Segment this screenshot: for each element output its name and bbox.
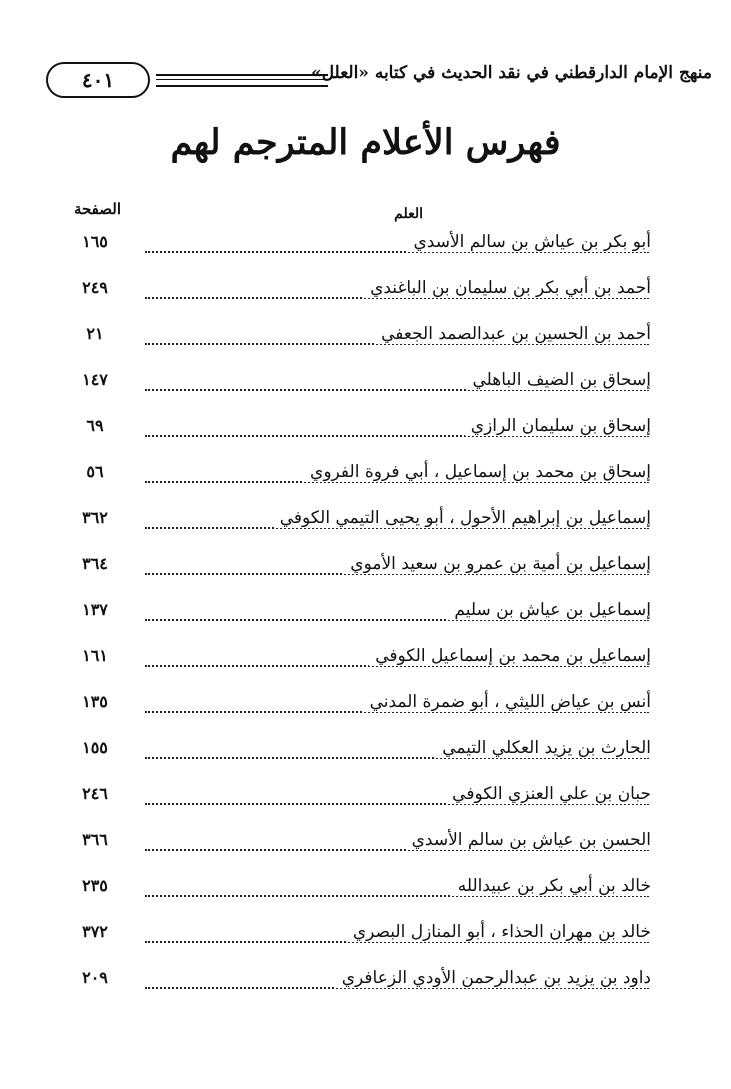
- entry-page: ٢٤٩: [82, 278, 108, 297]
- index-entry: [0, 782, 731, 822]
- column-header-page: الصفحة: [73, 200, 121, 218]
- entry-name: أنس بن عياض الليثي ، أبو ضمرة المدني: [364, 692, 651, 712]
- entry-page: ٣٧٢: [82, 922, 108, 941]
- index-entry: [0, 644, 731, 684]
- entry-page: ٢٤٦: [82, 784, 108, 803]
- entry-page: ٦٩: [86, 416, 104, 435]
- index-entry: [0, 230, 731, 270]
- entry-name: داود بن يزيد بن عبدالرحمن الأودي الزعافري: [336, 968, 651, 988]
- entry-page: ١٦١: [82, 646, 108, 665]
- index-entry: [0, 276, 731, 316]
- entry-name: حبان بن علي العنزي الكوفي: [446, 784, 651, 804]
- index-entry: [0, 414, 731, 454]
- entry-name: إسماعيل بن عياش بن سليم: [448, 600, 651, 620]
- entry-name: إسماعيل بن إبراهيم الأحول ، أبو يحيى التيمي الكوفي: [274, 508, 651, 528]
- entry-name: إسحاق بن سليمان الرازي: [465, 416, 651, 436]
- entry-name: أحمد بن أبي بكر بن سليمان بن الباغندي: [364, 278, 651, 298]
- index-entry: [0, 552, 731, 592]
- entry-name: أحمد بن الحسين بن عبدالصمد الجعفي: [375, 324, 651, 344]
- index-entry: [0, 506, 731, 546]
- index-entry: [0, 828, 731, 868]
- index-entry: [0, 368, 731, 408]
- running-head: [22, 62, 712, 98]
- index-entry: [0, 920, 731, 960]
- index-entry: [0, 736, 731, 776]
- entry-name: أبو بكر بن عياش بن سالم الأسدي: [407, 232, 651, 252]
- entry-page: ٢٠٩: [82, 968, 108, 987]
- entry-page: ١٣٥: [82, 692, 108, 711]
- index-entry: [0, 598, 731, 638]
- entry-name: خالد بن أبي بكر بن عبيدالله: [452, 876, 651, 896]
- index-entry: [0, 322, 731, 362]
- book-title: منهج الإمام الدارقطني في نقد الحديث في كتابه «العلل»: [311, 63, 712, 83]
- entry-page: ٢١: [86, 324, 104, 343]
- entry-page: ٣٦٤: [82, 554, 108, 573]
- entry-name: الحارث بن يزيد العكلي التيمي: [436, 738, 651, 758]
- column-header-name: العلم: [394, 206, 423, 222]
- index-entry: [0, 460, 731, 500]
- index-entry: [0, 966, 731, 1006]
- entry-page: ٣٦٦: [82, 830, 108, 849]
- page-number: ٤٠١: [46, 62, 150, 98]
- header-rule: [156, 74, 328, 87]
- entry-name: إسماعيل بن أمية بن عمرو بن سعيد الأموي: [344, 554, 651, 574]
- entry-name: إسماعيل بن محمد بن إسماعيل الكوفي: [369, 646, 651, 666]
- entry-name: الحسن بن عياش بن سالم الأسدي: [406, 830, 651, 850]
- entry-page: ١٤٧: [82, 370, 108, 389]
- entry-name: إسحاق بن الضيف الباهلي: [466, 370, 651, 390]
- entry-name: إسحاق بن محمد بن إسماعيل ، أبي فروة الفروي: [304, 462, 651, 482]
- index-heading: فهرس الأعلام المترجم لهم: [170, 122, 561, 163]
- entry-page: ٣٦٢: [82, 508, 108, 527]
- index-entry: [0, 690, 731, 730]
- entry-page: ١٣٧: [82, 600, 108, 619]
- column-headers: [0, 200, 731, 224]
- index-entry: [0, 874, 731, 914]
- entry-page: ٥٦: [86, 462, 104, 481]
- entry-name: خالد بن مهران الحذاء ، أبو المنازل البصري: [347, 922, 651, 942]
- entry-page: ١٥٥: [82, 738, 108, 757]
- entry-page: ١٦٥: [82, 232, 108, 251]
- entry-page: ٢٣٥: [82, 876, 108, 895]
